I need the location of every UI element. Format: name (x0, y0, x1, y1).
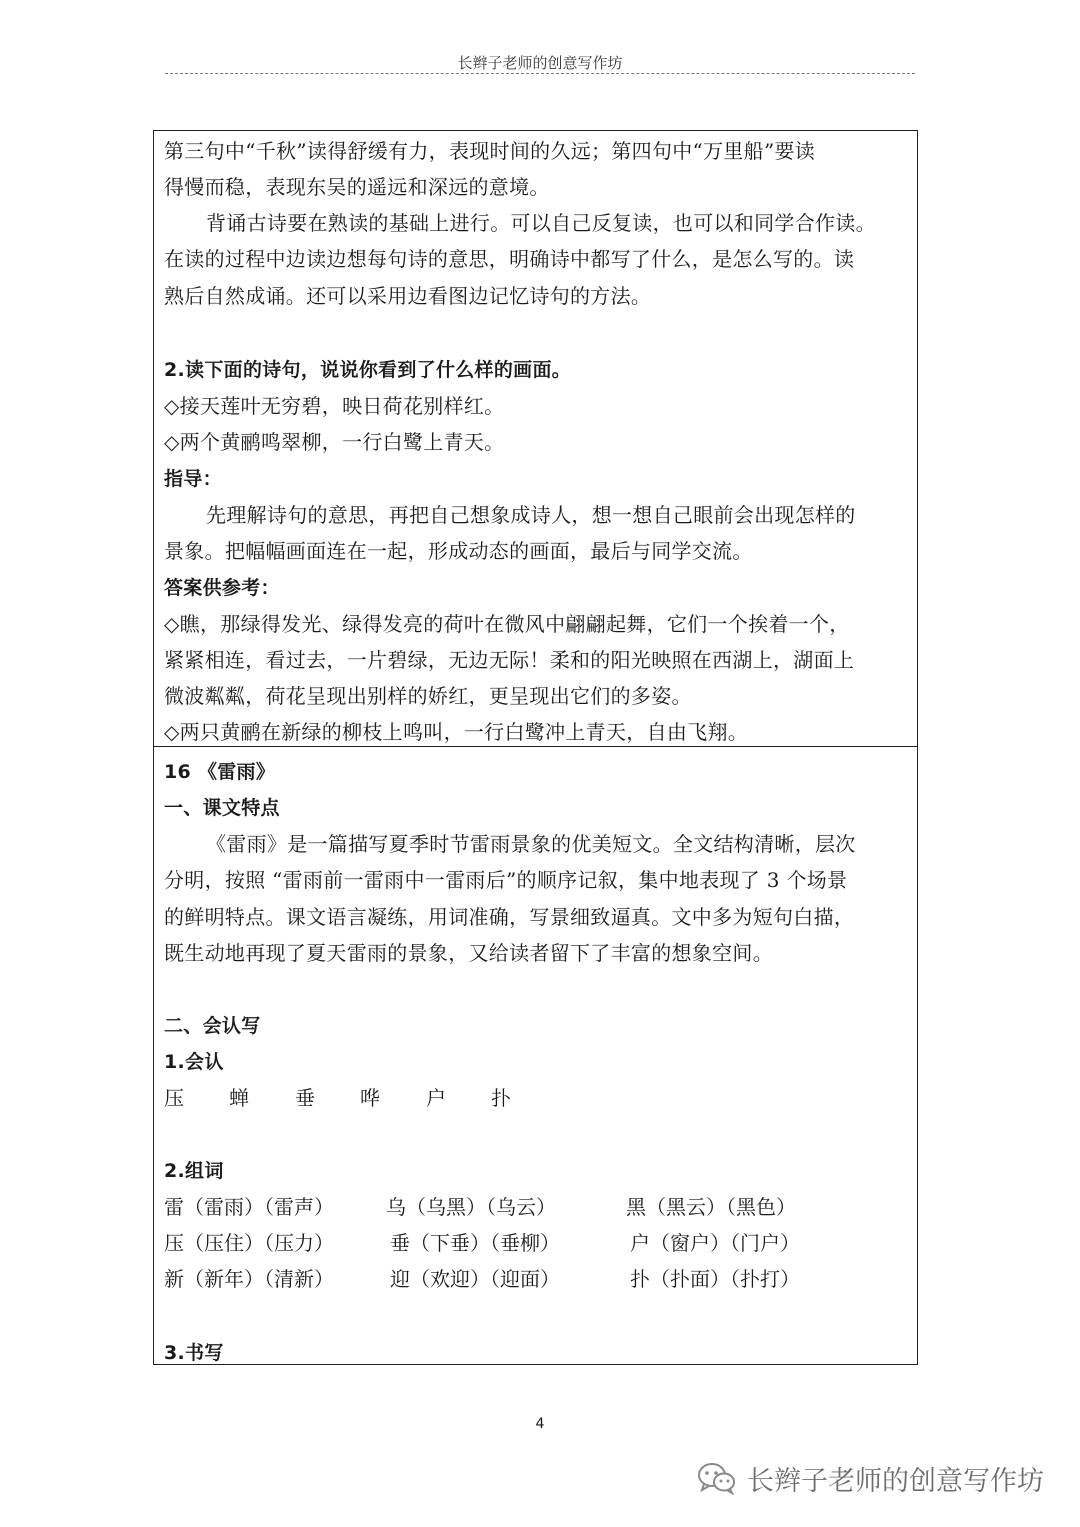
char-item: 哗 (360, 1086, 380, 1110)
section-text: 分明，按照 “雷雨前一雷雨中一雷雨后”的顺序记叙，集中地表现了 3 个场景 (164, 868, 848, 892)
section-text: 既生动地再现了夏天雷雨的景象，又给读者留下了丰富的想象空间。 (164, 941, 773, 965)
char-item: 户 (426, 1086, 446, 1110)
watermark (697, 1458, 1044, 1498)
poem-line: ◇两个黄鹂鸣翠柳，一行白鹭上青天。 (164, 430, 505, 454)
char-item: 压 (164, 1086, 184, 1110)
answer-text: ◇两只黄鹂在新绿的柳枝上鸣叫，一行白鹭冲上青天，自由飞翔。 (164, 720, 749, 744)
char-item: 蝉 (229, 1086, 249, 1110)
page-number: 4 (535, 1416, 545, 1432)
text-line: 第三句中“千秋”读得舒缓有力，表现时间的久远；第四句中“万里船”要读 (164, 139, 816, 163)
char-item: 垂 (295, 1086, 315, 1110)
answer-text: 微波粼粼，荷花呈现出别样的娇红，更呈现出它们的多姿。 (164, 684, 692, 708)
char-item: 扑 (491, 1086, 511, 1110)
table-cell-lesson-16 (154, 747, 917, 1364)
subsection-heading: 3.书写 (164, 1342, 224, 1364)
wechat-icon (697, 1461, 737, 1495)
subsection-heading: 1.会认 (164, 1051, 224, 1073)
text-line: 得慢而稳，表现东吴的遥远和深远的意境。 (164, 175, 550, 199)
section-heading: 二、会认写 (164, 1015, 261, 1037)
text-line: 在读的过程中边读边想每句诗的意思，明确诗中都写了什么，是怎么写的。读 (164, 247, 855, 271)
word-group: 压（压住）（压力） (164, 1231, 334, 1255)
word-group: 垂（下垂）（垂柳） (390, 1231, 560, 1255)
section-text: 的鲜明特点。课文语言凝练，用词准确，写景细致逼真。文中多为短句白描， (164, 905, 855, 929)
guide-text: 先理解诗句的意思，再把自己想象成诗人，想一想自己眼前会出现怎样的 (206, 503, 856, 527)
answer-text: ◇瞧，那绿得发光、绿得发亮的荷叶在微风中翩翩起舞，它们一个挨着一个， (164, 612, 850, 636)
word-group: 扑（扑面）（扑打） (630, 1267, 800, 1291)
answer-label: 答案供参考： (164, 577, 280, 599)
answer-text: 紧紧相连，看过去，一片碧绿，无边无际！柔和的阳光映照在西湖上，湖面上 (164, 648, 855, 672)
guide-label: 指导： (164, 468, 222, 490)
content-table (153, 130, 918, 1365)
text-line: 背诵古诗要在熟读的基础上进行。可以自己反复读，也可以和同学合作读。 (206, 211, 876, 235)
word-group: 黑（黑云）（黑色） (626, 1195, 796, 1219)
word-group: 乌（乌黑）（乌云） (386, 1195, 556, 1219)
word-group: 迎（欢迎）（迎面） (390, 1267, 560, 1291)
subsection-heading: 2.组词 (164, 1160, 224, 1182)
guide-text: 景象。把幅幅画面连在一起，形成动态的画面，最后与同学交流。 (164, 539, 753, 563)
section-text: 《雷雨》是一篇描写夏季时节雷雨景象的优美短文。全文结构清晰，层次 (206, 832, 856, 856)
table-cell-poem-reading (154, 131, 917, 747)
poem-line: ◇接天莲叶无穷碧，映日荷花别样红。 (164, 394, 505, 418)
section-heading: 一、课文特点 (164, 797, 280, 819)
header-divider (165, 73, 915, 74)
word-group: 新（新年）（清新） (164, 1267, 334, 1291)
word-group: 户（窗户）（门户） (630, 1231, 800, 1255)
text-line: 熟后自然成诵。还可以采用边看图边记忆诗句的方法。 (164, 284, 652, 308)
word-group: 雷（雷雨）（雷声） (164, 1195, 334, 1219)
question-2-title: 2.读下面的诗句，说说你看到了什么样的画面。 (164, 359, 572, 381)
page-header-title: 长辫子老师的创意写作坊 (457, 54, 623, 72)
watermark-text: 长辫子老师的创意写作坊 (747, 1465, 1044, 1497)
lesson-title: 16 《雷雨》 (164, 761, 276, 783)
